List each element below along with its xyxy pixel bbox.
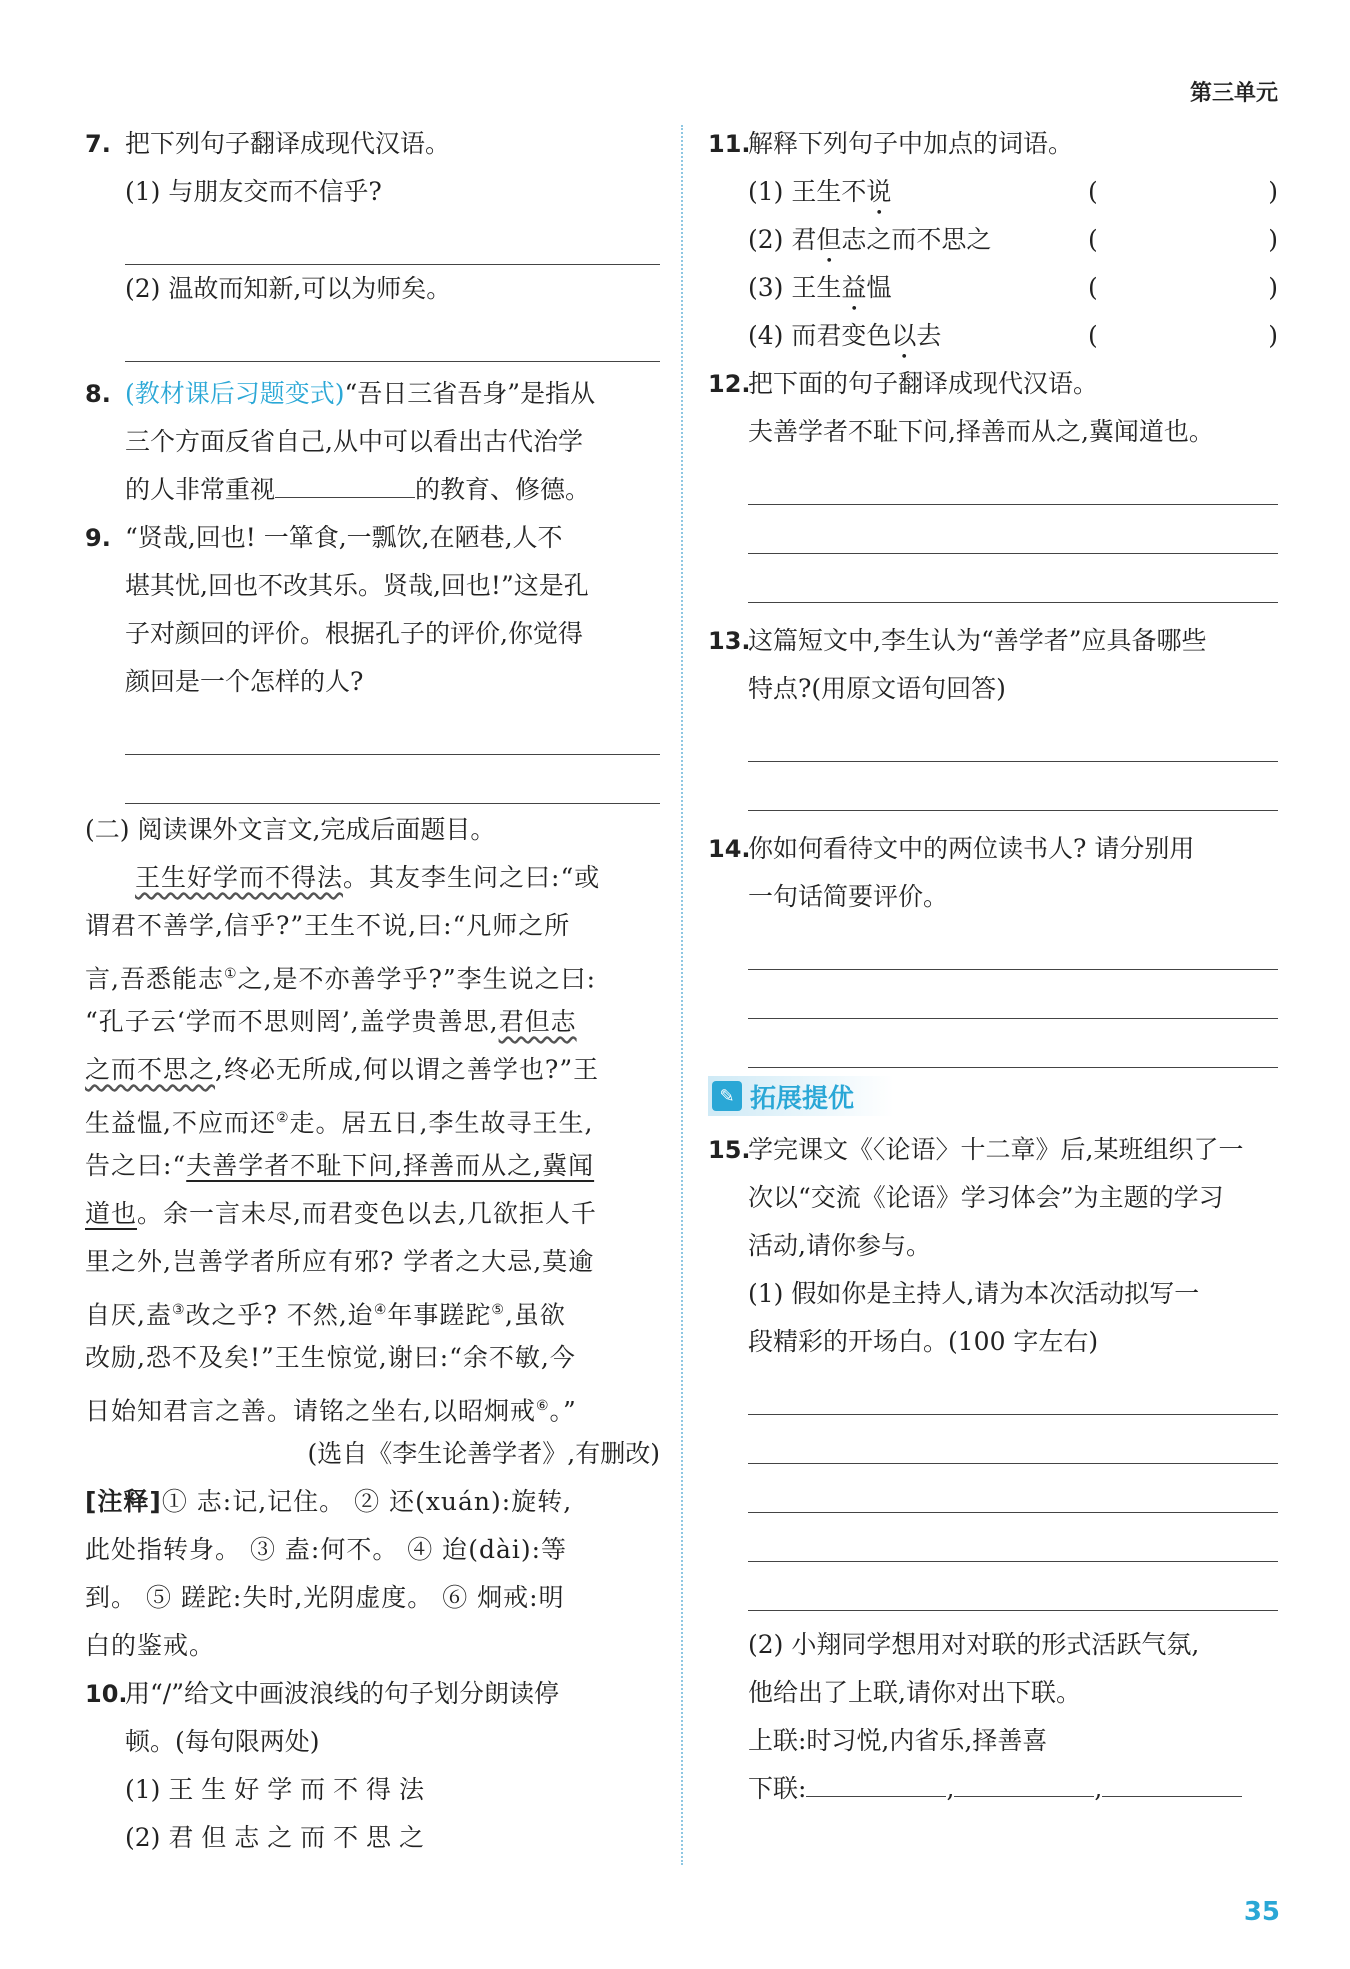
notes-line: [注释]① 志:记,记住。 ② 还(xuán):旋转, [85,1487,573,1516]
wavy-sentence: 君但志 [498,1007,577,1036]
notes-line: 到。 ⑤ 蹉跎:失时,光阴虚度。 ⑥ 炯戒:明 [85,1583,565,1612]
question-10-line-2: 顿。(每句限两处) [125,1727,320,1756]
fill-blank[interactable] [1102,1766,1242,1797]
question-15-line-2: 次以“交流《论语》学习体会”为主题的学习 [748,1183,1224,1212]
question-14-line-1: 14.你如何看待文中的两位读书人? 请分别用 [708,834,1195,863]
notes-line: 此处指转身。 ③ 盍:何不。 ④ 迨(dài):等 [85,1535,568,1564]
answer-line[interactable] [748,921,1278,970]
answer-line[interactable] [748,1562,1278,1611]
answer-line[interactable] [125,755,660,804]
passage-line: “孔子云‘学而不思则罔’,盖学贵善思,君但志 [85,1007,577,1036]
underlined-sentence: 夫善学者不耻下问,择善而从之,冀闻 [186,1151,595,1180]
underlined-sentence: 道也 [85,1199,138,1228]
answer-line[interactable] [748,713,1278,762]
answer-line[interactable] [748,1513,1278,1562]
dotted-word: 说 [866,177,892,206]
banner-title: 拓展提优 [750,1083,855,1114]
question-7-stem: 7. 把下列句子翻译成现代汉语。 [85,129,451,158]
question-11-item-4: (4) 而君变色以去 ( ) [708,312,1278,360]
passage-line: 改励,恐不及矣!”王生惊觉,谢曰:“余不敏,今 [85,1343,576,1372]
answer-line[interactable] [748,456,1278,505]
section-2-heading: (二) 阅读课外文言文,完成后面题目。 [85,815,496,844]
dotted-word: 但 [816,225,842,254]
question-11-item-2: (2) 君但志之而不思之 ( ) [708,216,1278,264]
question-15-line-3: 活动,请你参与。 [748,1231,931,1260]
notes-line: 白的鉴戒。 [85,1631,216,1660]
question-15-line-1: 15.学完课文《〈论语〉十二章》后,某班组织了一 [708,1135,1244,1164]
fill-blank[interactable] [806,1766,946,1797]
question-8-line-2: 三个方面反省自己,从中可以看出古代治学 [125,427,583,456]
answer-line[interactable] [125,706,660,755]
question-8-line-1: 8. (教材课后习题变式)“吾日三省吾身”是指从 [85,379,596,408]
passage-line: 之而不思之,终必无所成,何以谓之善学也?”王 [85,1055,600,1084]
answer-line[interactable] [748,554,1278,603]
right-column [708,120,1278,1813]
couplet-lower: 下联: , , [708,1765,1278,1813]
question-13-line-2: 特点?(用原文语句回答) [748,674,1006,703]
column-divider [681,125,683,1865]
answer-line[interactable] [125,216,660,265]
question-12-stem: 12.把下面的句子翻译成现代汉语。 [708,369,1099,398]
passage-line: 王生好学而不得法。其友李生问之曰:“或 [135,863,601,892]
answer-parens[interactable]: ( ) [1088,273,1278,302]
answer-line[interactable] [748,1019,1278,1068]
question-15-part-1-line-1: (1) 假如你是主持人,请为本次活动拟写一 [748,1279,1200,1308]
dotted-word: 益 [841,273,867,302]
notes-label: [注释] [85,1487,162,1516]
question-11-stem: 11.解释下列句子中加点的词语。 [708,129,1074,158]
question-9-line-1: 9. “贤哉,回也! 一箪食,一瓢饮,在陋巷,人不 [85,523,563,552]
question-14-line-2: 一句话简要评价。 [748,882,949,911]
answer-parens[interactable]: ( ) [1088,321,1278,350]
answer-parens[interactable]: ( ) [1088,225,1278,254]
unit-header: 第三单元 [1189,81,1278,106]
answer-line[interactable] [748,1464,1278,1513]
answer-line[interactable] [748,505,1278,554]
passage-line: 道也。余一言未尽,而君变色以去,几欲拒人千 [85,1199,597,1228]
question-11-item-1: (1) 王生不说 ( ) [708,168,1278,216]
answer-line[interactable] [748,1366,1278,1415]
question-source-tag: (教材课后习题变式) [125,379,345,408]
wavy-sentence: 之而不思之 [85,1055,216,1084]
question-10-part-2: (2) 君 但 志 之 而 不 思 之 [125,1823,424,1852]
question-10-line-1: 10.用“/”给文中画波浪线的句子划分朗读停 [85,1679,559,1708]
question-15-part-2-line-1: (2) 小翔同学想用对对联的形式活跃气氛, [748,1630,1200,1659]
question-15-part-2-line-2: 他给出了上联,请你对出下联。 [748,1678,1081,1707]
answer-line[interactable] [748,970,1278,1019]
dotted-word: 以 [891,321,917,350]
fill-blank[interactable] [954,1766,1094,1797]
question-15-part-1-line-2: 段精彩的开场白。(100 字左右) [748,1327,1099,1356]
question-7-part-1: (1) 与朋友交而不信乎? [125,177,382,206]
answer-line[interactable] [748,1415,1278,1464]
passage-line: 告之曰:“夫善学者不耻下问,择善而从之,冀闻 [85,1151,595,1180]
question-11-item-3: (3) 王生益愠 ( ) [708,264,1278,312]
passage-line: 里之外,岂善学者所应有邪? 学者之大忌,莫逾 [85,1247,595,1276]
question-7-part-2: (2) 温故而知新,可以为师矣。 [125,274,452,303]
question-9-line-3: 子对颜回的评价。根据孔子的评价,你觉得 [125,619,583,648]
passage-line: 日始知君言之善。请铭之坐右,以昭炯戒⑥。” [85,1396,577,1426]
passage-line: 谓君不善学,信乎?”王生不说,曰:“凡师之所 [85,911,571,940]
passage-source: (选自《李生论善学者》,有删改) [307,1439,660,1468]
answer-line[interactable] [748,762,1278,811]
question-10-part-1: (1) 王 生 好 学 而 不 得 法 [125,1775,424,1804]
passage-line: 言,吾悉能志①之,是不亦善学乎?”李生说之曰: [85,964,597,994]
extension-section-banner [708,1076,894,1116]
question-8-line-3: 的人非常重视 的教育、修德。 [85,466,660,514]
question-12-sentence: 夫善学者不耻下问,择善而从之,冀闻道也。 [748,417,1214,446]
wavy-sentence: 王生好学而不得法 [135,863,344,892]
left-column [85,120,660,1862]
passage-line: 生益愠,不应而还②走。居五日,李生故寻王生, [85,1108,594,1138]
couplet-upper: 上联:时习悦,内省乐,择善喜 [748,1726,1048,1755]
question-9-line-2: 堪其忧,回也不改其乐。贤哉,回也!”这是孔 [125,571,589,600]
fill-blank[interactable] [275,467,415,498]
page-number: 35 [1243,1897,1280,1927]
passage-line: 自厌,盍③改之乎? 不然,迨④年事蹉跎⑤,虽欲 [85,1300,566,1330]
pencil-icon: ✎ [712,1081,742,1111]
answer-line[interactable] [125,313,660,362]
question-13-line-1: 13.这篇短文中,李生认为“善学者”应具备哪些 [708,626,1207,655]
question-9-line-4: 颜回是一个怎样的人? [125,667,364,696]
answer-parens[interactable]: ( ) [1088,177,1278,206]
